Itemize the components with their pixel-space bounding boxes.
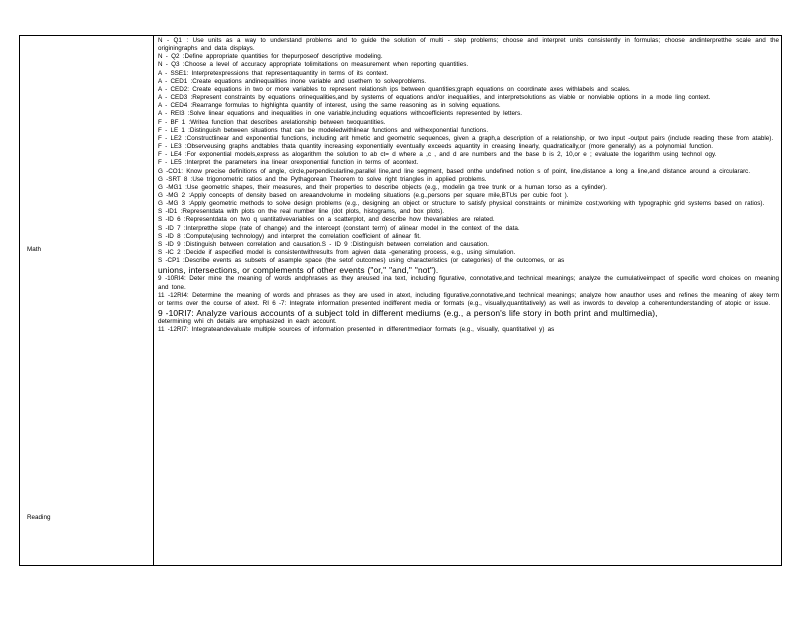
- category-reading: Reading: [27, 514, 51, 521]
- standard-row: unions, intersections, or complements of other events ("or," "and," "not").: [158, 265, 439, 276]
- standard-row: determining whi ch details are emphasized in each account.: [158, 318, 337, 325]
- standard-row: 11 -12RI4: Determine the meaning of words and phrases as they are used in atext, including figurative,connotative,and technical meanings; analyze how anauthor uses and refines the meaning of akey term or terms over the course of atext. RI 6 -7: Integrate information presented indifferent media or formats (e.g., visually,quantitatively) as well as inwords to develop a coherentunderstanding of atopic or issue.: [158, 291, 779, 307]
- standard-row: 9 -10RI7: Analyze various accounts of a subject told in different mediums (e.g., a person's life story in both print and multimedia),: [158, 308, 658, 318]
- column-divider: [153, 36, 154, 565]
- standard-row: G -MG 3 :Apply geometric methods to solve design problems (e.g., designing an object or structure to satisfy physical constraints or minimize cost;working with typographic grid systems based on ratios).: [158, 200, 765, 208]
- standards-list: [158, 37, 779, 334]
- standard-row: A - CED4 :Rearrange formulas to highlighta quantity of interest, using the same reasoning as in solving equations.: [158, 102, 501, 110]
- standard-row: A - SSE1: Interpretexpressions that representaquantity in terms of its context.: [158, 69, 389, 77]
- standard-row: 11 -12RI7: Integrateandevaluate multiple sources of information presented in differentmediaor formats (e.g., visually, quantitativel y) as: [158, 326, 555, 334]
- standard-row: 9 -10RI4: Deter mine the meaning of words andphrases as they areused ina text, including figurative, connotative,and technical meanings; analyze the cumulativeimpact of specific word choices on meaning and tone.: [158, 275, 779, 291]
- standard-row: S -ID 9 :Distinguish between correlation and causation.S - ID 9 :Distinguish between correlation and causation.: [158, 240, 489, 248]
- standard-row: F - LE4 :For exponential models,express as alogarithm the solution to ab ct= d where a ,c , and d are numbers and the base b is 2, 10,or e ; evaluate the logarithm using technol ogy.: [158, 151, 717, 159]
- standards-table: [19, 35, 782, 566]
- standard-row: F - LE 1 :Distinguish between situations that can be modeledwithlinear functions and withexponential functions.: [158, 126, 489, 134]
- standard-row: A - REI3 :Solve linear equations and inequalities in one variable,including equations withcoefficients represented by letters.: [158, 110, 523, 118]
- standard-row: F - LE3 :Observeusing graphs andtables thata quantity increasing exponentially eventually exceeds aquantity in creasing linearly, quadratically,or (more generally) as a polynomial function.: [158, 143, 713, 151]
- standard-row: S -ID 7 :Interpretthe slope (rate of change) and the intercept (constant term) of alinear model in the context of the data.: [158, 224, 520, 232]
- standard-row: G -MG1 :Use geometric shapes, their measures, and their properties to describe objects (e.g., modelin ga tree trunk or a human torso as a cylinder).: [158, 183, 607, 191]
- standard-row: F - LE2 :Constructlinear and exponential functions, including arit hmetic and geometric sequences, given a graph,a description of a relationship, or two input -output pairs (include reading these from atable).: [158, 134, 774, 142]
- standard-row: N - Q2 :Define appropriate quantities for thepurposeof descriptive modeling.: [158, 53, 383, 61]
- category-math: Math: [27, 246, 41, 253]
- standard-row: F - BF 1 :Writea function that describes arelationship between twoquantities.: [158, 118, 386, 126]
- standard-row: A - CED2: Create equations in two or more variables to represent relationsh ips between quantities;graph equations on coordinate axes withlabels and scales.: [158, 85, 631, 93]
- standard-row: G -MG 2 :Apply concepts of density based on areaandvolume in modeling situations (e.g.,persons per square mile,BTUs per cubic foot ).: [158, 191, 569, 199]
- standard-row: G -CO1: Know precise definitions of angle, circle,perpendicularline,parallel line,and line segment, based onthe undefined notion s of point, line,distance a long a line,and distance around a circulararc.: [158, 167, 751, 175]
- standard-row: A - CED1 :Create equations andinequalities inone variable and usethem to solveproblems.: [158, 77, 427, 85]
- standard-row: N - Q3 :Choose a level of accuracy appropriate tolimitations on measurement when reporting quantities.: [158, 61, 469, 69]
- standard-row: N - Q1 : Use units as a way to understand problems and to guide the solution of multi - step problems; choose and interpret units consistently in formulas; choose andinterpretthe scale and the originingraphs and data displays.: [158, 37, 779, 53]
- standard-row: S -ID 8 :Compute(using technology) and interpret the correlation coefficient of alinear fit.: [158, 232, 421, 240]
- standard-row: G -SRT 8 :Use trigonometric ratios and the Pythagorean Theorem to solve right triangles in applied problems.: [158, 175, 487, 183]
- standard-row: S -ID 6 :Representdata on two q uantitativevariables on a scatterplot, and describe how thevariables are related.: [158, 216, 495, 224]
- standard-row: F - LE5 :Interpret the parameters ina linear orexponential function in terms of acontext.: [158, 159, 419, 167]
- standard-row: A - CED3 :Represent constraints by equations orinequalities,and by systems of equations and/or inequalities, and interpretsolutions as viable or nonviable options in a mode ling context.: [158, 94, 711, 102]
- standard-row: S -CP1 :Describe events as subsets of asample space (the setof outcomes) using characteristics (or categories) of the outcomes, or as: [158, 257, 565, 265]
- standard-row: S -ID1 :Representdata with plots on the real number line (dot plots, histograms, and box plots).: [158, 208, 445, 216]
- standard-row: S -IC 2 :Decide if aspecified model is consistentwithresults from agiven data -generating process, e.g., using simulation.: [158, 249, 516, 257]
